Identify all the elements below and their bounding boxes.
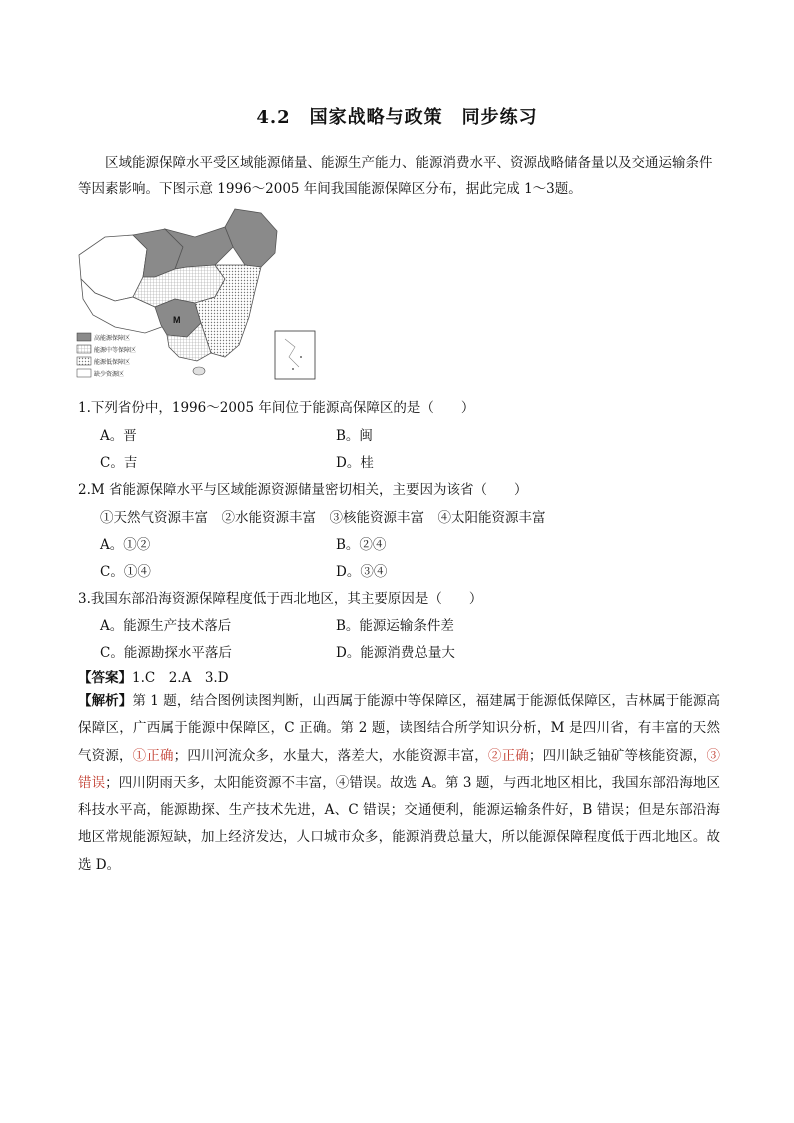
map-marker-m: M bbox=[173, 315, 181, 325]
page-title: 4.2 国家战略与政策 同步练习 bbox=[256, 107, 538, 128]
q2-items: ①天然气资源丰富 ②水能资源丰富 ③核能资源丰富 ④太阳能资源丰富 bbox=[100, 510, 546, 526]
question-1-stem: 1.下列省份中，1996～2005 年间位于能源高保障区的是（ ） bbox=[78, 400, 475, 416]
q1-option-a[interactable]: A。晋 bbox=[100, 428, 137, 444]
analysis-red2: ②正确 bbox=[487, 747, 529, 764]
q2-option-b[interactable]: B。②④ bbox=[336, 537, 387, 553]
answer-text: 1.C 2.A 3.D bbox=[132, 670, 229, 686]
analysis-seg1: 第 1 题，结合图例读图判断，山西属于能源中等保障区，福建属于能源低保障区，吉林属于能源高保障区，广西属于能源中保障区，C 正确。第 2 题，读图结合所学知识分析，M 是四川省，有丰富的天然气资源， bbox=[78, 693, 721, 764]
analysis-label: 【解析】 bbox=[78, 693, 133, 709]
q2-option-a[interactable]: A。①② bbox=[100, 537, 151, 553]
q1-option-d[interactable]: D。桂 bbox=[336, 455, 374, 471]
legend-low: 能源低保障区 bbox=[94, 359, 131, 366]
legend-high: 高能源保障区 bbox=[94, 335, 131, 342]
china-energy-map bbox=[75, 207, 320, 385]
legend-mid: 能源中等保障区 bbox=[94, 347, 137, 354]
analysis-seg3: ；四川缺乏铀矿等核能资源， bbox=[528, 747, 707, 764]
answer-line bbox=[78, 666, 229, 686]
question-3-stem: 3.我国东部沿海资源保障程度低于西北地区，其主要原因是（ ） bbox=[78, 591, 483, 607]
analysis-seg2: ；四川河流众多，水量大，落差大，水能资源丰富， bbox=[173, 747, 488, 764]
legend-none: 缺少资源区 bbox=[94, 371, 125, 378]
q3-option-d[interactable]: D。能源消费总量大 bbox=[336, 645, 455, 661]
q3-option-c[interactable]: C。能源勘探水平落后 bbox=[100, 645, 232, 661]
q1-option-c[interactable]: C。吉 bbox=[100, 455, 138, 471]
analysis-paragraph bbox=[78, 688, 720, 879]
analysis-seg4: ；四川阴雨天多，太阳能资源不丰富，④错误。故选 A。第 3 题，与西北地区相比，我国东部沿海地区科技水平高，能源勘探、生产技术先进，A、C 错误；交通便利，能源运输条件好，B 错误；但是东部沿海地区常规能源短缺，加上经济发达，人口城市众多，能源消费总量大，所以能源保障程度低于西北地区。故选 D。 bbox=[78, 774, 720, 873]
analysis-red3: ③错误 bbox=[78, 747, 721, 791]
q2-option-d[interactable]: D。③④ bbox=[336, 564, 388, 580]
region-northeast bbox=[225, 209, 277, 267]
q3-option-b[interactable]: B。能源运输条件差 bbox=[336, 618, 454, 634]
intro-paragraph: 区域能源保障水平受区域能源储量、能源生产能力、能源消费水平、资源战略储备量以及交通运输条件等因素影响。下图示意 1996～2005 年间我国能源保障区分布，据此完成 1～3题。 bbox=[78, 155, 713, 197]
q3-option-a[interactable]: A。能源生产技术落后 bbox=[100, 618, 232, 634]
question-2-stem: 2.M 省能源保障水平与区域能源资源储量密切相关，主要因为该省（ ） bbox=[78, 482, 528, 498]
q2-option-c[interactable]: C。①④ bbox=[100, 564, 151, 580]
q1-option-b[interactable]: B。闽 bbox=[336, 428, 373, 444]
answer-label: 【答案】 bbox=[78, 670, 132, 686]
analysis-red1: ①正确 bbox=[132, 747, 174, 764]
